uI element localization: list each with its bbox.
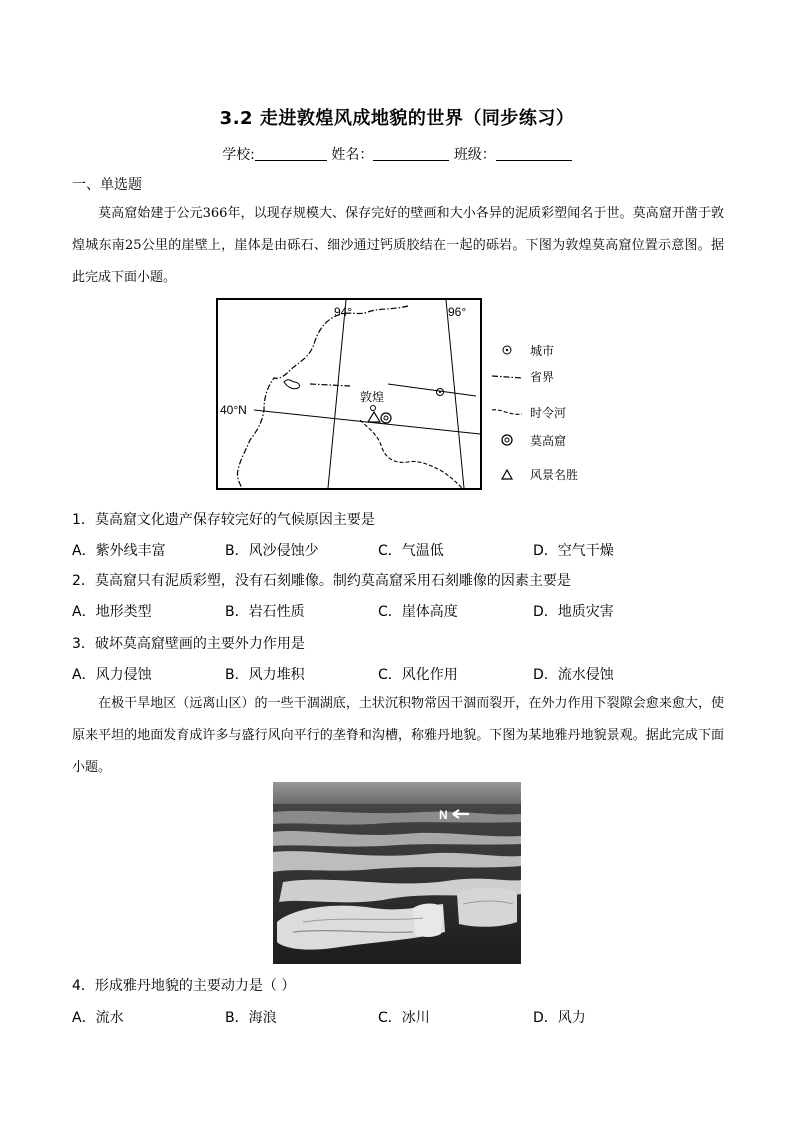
mogao-location-map	[216, 298, 482, 490]
q4-option-a[interactable]: A．流水	[72, 1010, 124, 1026]
city-icon-east-dot	[439, 391, 441, 393]
section-heading: 一、单选题	[72, 177, 142, 193]
lon-96-label: 96°	[448, 305, 467, 319]
class-label: 班级：	[453, 147, 496, 163]
question-3-options	[72, 664, 692, 684]
passage-1	[72, 198, 724, 294]
question-4-options	[72, 1007, 692, 1027]
q3-option-b[interactable]: B．风力堆积	[225, 667, 305, 683]
road-line	[388, 384, 476, 396]
q1-option-b[interactable]: B．风沙侵蚀少	[225, 543, 319, 559]
meridian-94	[328, 300, 346, 488]
passage-2-text: 在极干旱地区（远离山区）的一些干涸湖底，土状沉积物常因干涸而裂开，在外力作用下裂隙会愈来愈大，使原来平坦的地面发育成许多与盛行风向平行的垄脊和沟槽，称雅丹地貌。下图为某地雅丹地貌景观。据此完成下面小题。	[72, 696, 724, 775]
q2-option-a[interactable]: A．地形类型	[72, 604, 152, 620]
student-info	[0, 144, 794, 164]
legend-province-label: 省界	[530, 370, 555, 384]
mogao-grotto-icon	[381, 413, 391, 423]
passage-1-text: 莫高窟始建于公元366年，以现存规模大、保存完好的壁画和大小各异的泥质彩塑闻名于世。莫高窟开凿于敦煌城东南25公里的崖壁上，崖体是由砾石、细沙通过钙质胶结在一起的砾岩。下图为敦煌莫高窟位置示意图。据此完成下面小题。	[72, 206, 724, 285]
photo-svg	[273, 782, 521, 964]
q3-option-d[interactable]: D．流水侵蚀	[533, 667, 614, 683]
question-2-stem: 2．莫高窟只有泥质彩塑，没有石刻雕像。制约莫高窟采用石刻雕像的因素主要是	[72, 573, 571, 589]
q3-option-c[interactable]: C．风化作用	[378, 667, 458, 683]
legend-river-label: 时令河	[530, 406, 567, 420]
grotto-icon	[490, 432, 524, 448]
triangle-icon	[490, 466, 524, 482]
province-boundary-2	[310, 384, 350, 386]
province-boundary-icon	[490, 368, 524, 384]
q1-option-c[interactable]: C．气温低	[378, 543, 444, 559]
legend-river	[490, 402, 600, 422]
question-3-stem: 3．破坏莫高窟壁画的主要外力作用是	[72, 636, 305, 652]
legend-province	[490, 366, 600, 386]
dunhuang-label: 敦煌	[360, 390, 385, 404]
q2-option-d[interactable]: D．地质灾害	[533, 604, 614, 620]
passage-2	[72, 688, 724, 784]
lat-40n-label: 40°N	[220, 403, 247, 417]
legend-city-label: 城市	[530, 344, 555, 358]
north-label: N	[439, 808, 448, 822]
q2-option-b[interactable]: B．岩石性质	[225, 604, 305, 620]
school-blank[interactable]	[255, 146, 327, 161]
legend-grotto	[490, 430, 600, 450]
legend-city	[490, 340, 600, 360]
city-icon	[490, 342, 524, 358]
name-label: 姓名：	[331, 147, 374, 163]
school-label: 学校:	[222, 147, 255, 163]
scenic-spot-icon	[368, 412, 380, 422]
question-4-stem: 4．形成雅丹地貌的主要动力是（ ）	[72, 978, 296, 994]
legend-grotto-label: 莫高窟	[530, 434, 567, 448]
q3-option-a[interactable]: A．风力侵蚀	[72, 667, 152, 683]
map-svg	[218, 300, 480, 488]
q2-option-c[interactable]: C．崖体高度	[378, 604, 458, 620]
name-blank[interactable]	[373, 146, 449, 161]
class-blank[interactable]	[496, 146, 572, 161]
q4-option-c[interactable]: C．冰川	[378, 1010, 430, 1026]
q4-option-b[interactable]: B．海浪	[225, 1010, 277, 1026]
map-legend	[490, 336, 600, 486]
q1-option-d[interactable]: D．空气干燥	[533, 543, 614, 559]
question-2-options	[72, 601, 692, 621]
lon-94-label: 94°	[334, 305, 353, 319]
mogao-grotto-icon-inner	[384, 416, 388, 420]
legend-scenic	[490, 464, 600, 484]
seasonal-river-icon	[490, 404, 524, 420]
question-1-stem: 1．莫高窟文化遗产保存较完好的气候原因主要是	[72, 512, 375, 528]
lake-outline	[284, 380, 300, 389]
question-1-options	[72, 540, 692, 560]
legend-scenic-label: 风景名胜	[530, 468, 579, 482]
page-title: 3.2 走进敦煌风成地貌的世界（同步练习）	[219, 108, 575, 129]
q1-option-a[interactable]: A．紫外线丰富	[72, 543, 166, 559]
yardang-landscape-photo	[273, 782, 521, 964]
parallel-40n	[254, 410, 480, 434]
dunhuang-city-icon	[371, 406, 376, 411]
q4-option-d[interactable]: D．风力	[533, 1010, 586, 1026]
